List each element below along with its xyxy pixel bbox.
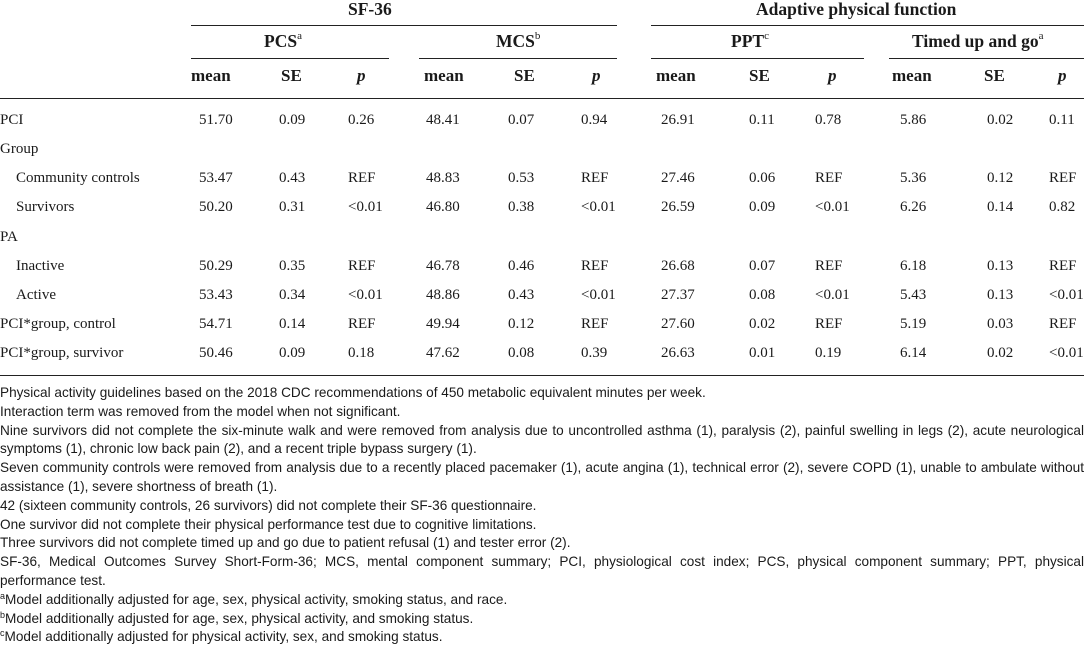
row-label: Community controls (16, 170, 140, 186)
footnote (0, 534, 1084, 553)
table-cell: 6.14 (900, 345, 927, 361)
table-cell: 5.19 (900, 316, 927, 332)
header-adaptive-physical-function: Adaptive physical function (756, 0, 957, 19)
table-cell: <0.01 (581, 287, 616, 303)
footnote (0, 422, 1084, 460)
table-cell: 27.46 (661, 170, 695, 186)
table-cell: 46.78 (426, 258, 460, 274)
table-cell: 0.08 (508, 345, 535, 361)
table-cell: REF (581, 170, 609, 186)
table-cell: 0.26 (348, 112, 375, 128)
row-label: Active (16, 287, 56, 303)
footnote-text: Seven community controls were removed from analysis due to a recently placed pacemaker (1), acute angina (1), technical error (2), severe COPD (1), unable to ambulate without assistance (1), severe shortness of breath (1). (0, 460, 1084, 494)
table-cell: 0.13 (987, 258, 1014, 274)
footnote-marker: a (0, 590, 6, 601)
table-cell: 0.46 (508, 258, 535, 274)
footnote-text: Model additionally adjusted for age, sex, physical activity, smoking status, and race. (5, 591, 508, 607)
table-cell: 26.91 (661, 112, 695, 128)
footnote-marker: c (0, 628, 5, 639)
table-cell: 50.46 (199, 345, 233, 361)
footnote (0, 497, 1084, 516)
rule-header-bottom (0, 98, 1084, 99)
header-sf36: SF-36 (348, 0, 392, 19)
row-label: PCI (0, 112, 24, 128)
table-cell: 27.60 (661, 316, 695, 332)
table-cell: 0.18 (348, 345, 375, 361)
table-cell: 0.12 (987, 170, 1014, 186)
col-pcs-p: p (357, 66, 366, 85)
footnote (0, 610, 1084, 629)
table-cell: REF (815, 258, 843, 274)
table-cell: 0.19 (815, 345, 842, 361)
row-label: PCI*group, survivor (0, 345, 124, 361)
table-cell: 0.38 (508, 199, 535, 215)
table-cell: 0.09 (749, 199, 776, 215)
table-cell: 0.07 (749, 258, 776, 274)
table-cell: REF (348, 316, 376, 332)
table-cell: 0.39 (581, 345, 608, 361)
table-cell: 0.06 (749, 170, 776, 186)
table-cell: 27.37 (661, 287, 695, 303)
table-cell: 26.68 (661, 258, 695, 274)
table-cell: 0.78 (815, 112, 842, 128)
table-cell: 0.14 (987, 199, 1014, 215)
table-cell: REF (1049, 258, 1077, 274)
table-cell: 0.12 (508, 316, 535, 332)
table-cell: REF (815, 316, 843, 332)
footnote-text: Physical activity guidelines based on the 2018 CDC recommendations of 450 metabolic equivalent minutes per week. (0, 385, 706, 400)
table-cell: 5.86 (900, 112, 927, 128)
rule-sf36 (191, 25, 617, 26)
col-pcs-mean: mean (191, 66, 231, 85)
table-cell: 53.47 (199, 170, 233, 186)
col-ppt-p: p (828, 66, 837, 85)
table-cell: 48.86 (426, 287, 460, 303)
row-label: Survivors (16, 199, 75, 215)
row-label: PCI*group, control (0, 316, 116, 332)
rule-ppt (651, 58, 864, 59)
table-cell: 46.80 (426, 199, 460, 215)
rule-apf (651, 25, 1084, 26)
table-cell: 6.18 (900, 258, 927, 274)
table-cell: <0.01 (1049, 345, 1084, 361)
col-tug-mean: mean (892, 66, 932, 85)
table-cell: REF (348, 258, 376, 274)
col-ppt-mean: mean (656, 66, 696, 85)
table-cell: 0.02 (987, 112, 1014, 128)
table-cell: 5.43 (900, 287, 927, 303)
table-cell: 0.11 (1049, 112, 1075, 128)
table-cell: 48.41 (426, 112, 460, 128)
footnote-marker: b (0, 609, 6, 620)
footnote-text: Nine survivors did not complete the six-minute walk and were removed from analysis due to uncontrolled asthma (1), paralysis (2), painful swelling in legs (2), acute neurological symptoms (1), chronic low back pain (2), and a recent triple bypass surgery (1). (0, 422, 1084, 457)
footnote (0, 384, 1084, 403)
table-cell: 6.26 (900, 199, 927, 215)
footnote (0, 591, 1084, 610)
footnote-text: One survivor did not complete their physical performance test due to cognitive limitations. (0, 516, 537, 532)
table-cell: 0.03 (987, 316, 1014, 332)
table-cell: REF (1049, 170, 1077, 186)
table-cell: 26.63 (661, 345, 695, 361)
row-label: Inactive (16, 258, 65, 274)
footnote (0, 403, 1084, 422)
table-cell: 49.94 (426, 316, 460, 332)
rule-mcs (419, 58, 617, 59)
footnote (0, 628, 1084, 647)
table-cell: 53.43 (199, 287, 233, 303)
col-ppt-se: SE (749, 66, 770, 85)
footnote-text: 42 (sixteen community controls, 26 survivors) did not complete their SF-36 questionnaire. (0, 497, 537, 513)
table-cell: 0.43 (508, 287, 535, 303)
table-cell: <0.01 (815, 199, 850, 215)
footnote-text: Three survivors did not complete timed up and go due to patient refusal (1) and tester error (2). (0, 535, 571, 551)
table-cell: 47.62 (426, 345, 460, 361)
header-ppt: PPT$^c$ (731, 30, 769, 51)
row-label: PA (0, 229, 18, 245)
table-cell: 0.09 (279, 112, 306, 128)
row-label: Group (0, 141, 39, 157)
table-cell: 0.34 (279, 287, 306, 303)
table-cell: 5.36 (900, 170, 927, 186)
table-cell: 0.02 (749, 316, 776, 332)
col-tug-p: p (1058, 66, 1067, 85)
footnote-text: Model additionally adjusted for physical activity, sex, and smoking status. (4, 629, 443, 645)
table-cell: 0.35 (279, 258, 306, 274)
table-cell: 0.82 (1049, 199, 1076, 215)
table-cell: REF (348, 170, 376, 186)
table-cell: <0.01 (348, 287, 383, 303)
table-cell: <0.01 (581, 199, 616, 215)
table-cell: REF (581, 316, 609, 332)
table-cell: 0.94 (581, 112, 608, 128)
footnote-text: Model additionally adjusted for age, sex, physical activity, and smoking status. (5, 610, 474, 626)
table-cell: <0.01 (1049, 287, 1084, 303)
header-timed-up-and-go: Timed up and $go^a$ (912, 30, 1044, 51)
header-pcs: PCS$^a$ (264, 30, 302, 51)
footnote-text: Interaction term was removed from the model when not significant. (0, 403, 401, 419)
table-cell: 54.71 (199, 316, 233, 332)
footnote (0, 459, 1084, 497)
col-pcs-se: SE (281, 66, 302, 85)
col-mcs-mean: mean (424, 66, 464, 85)
table-cell: 0.07 (508, 112, 535, 128)
table-cell: REF (815, 170, 843, 186)
table-footnotes (0, 384, 1084, 647)
footnote-text: SF-36, Medical Outcomes Survey Short-Form-36; MCS, mental component summary; PCI, physiological cost index; PCS, physical component summary; PPT, physical performance test. (0, 554, 1084, 588)
table-cell: 51.70 (199, 112, 233, 128)
table-cell: 0.43 (279, 170, 306, 186)
col-mcs-p: p (592, 66, 601, 85)
footnote (0, 516, 1084, 535)
rule-pcs (191, 58, 389, 59)
table-cell: 0.08 (749, 287, 776, 303)
table-cell: 0.13 (987, 287, 1014, 303)
table-cell: <0.01 (348, 199, 383, 215)
table-cell: 0.11 (749, 112, 775, 128)
table-cell: 0.01 (749, 345, 776, 361)
table-cell: REF (581, 258, 609, 274)
table-cell: 50.29 (199, 258, 233, 274)
table-cell: 26.59 (661, 199, 695, 215)
rule-tug (889, 58, 1084, 59)
table-cell: 50.20 (199, 199, 233, 215)
table-cell: 48.83 (426, 170, 460, 186)
table-cell: 0.31 (279, 199, 306, 215)
col-tug-se: SE (984, 66, 1005, 85)
table-cell: <0.01 (815, 287, 850, 303)
header-mcs: MCS$^b$ (496, 30, 541, 51)
col-mcs-se: SE (514, 66, 535, 85)
table-cell: 0.53 (508, 170, 535, 186)
table-cell: 0.14 (279, 316, 306, 332)
table-cell: 0.09 (279, 345, 306, 361)
table-cell: 0.02 (987, 345, 1014, 361)
table-cell: REF (1049, 316, 1077, 332)
rule-table-bottom (0, 375, 1084, 376)
footnote (0, 553, 1084, 591)
